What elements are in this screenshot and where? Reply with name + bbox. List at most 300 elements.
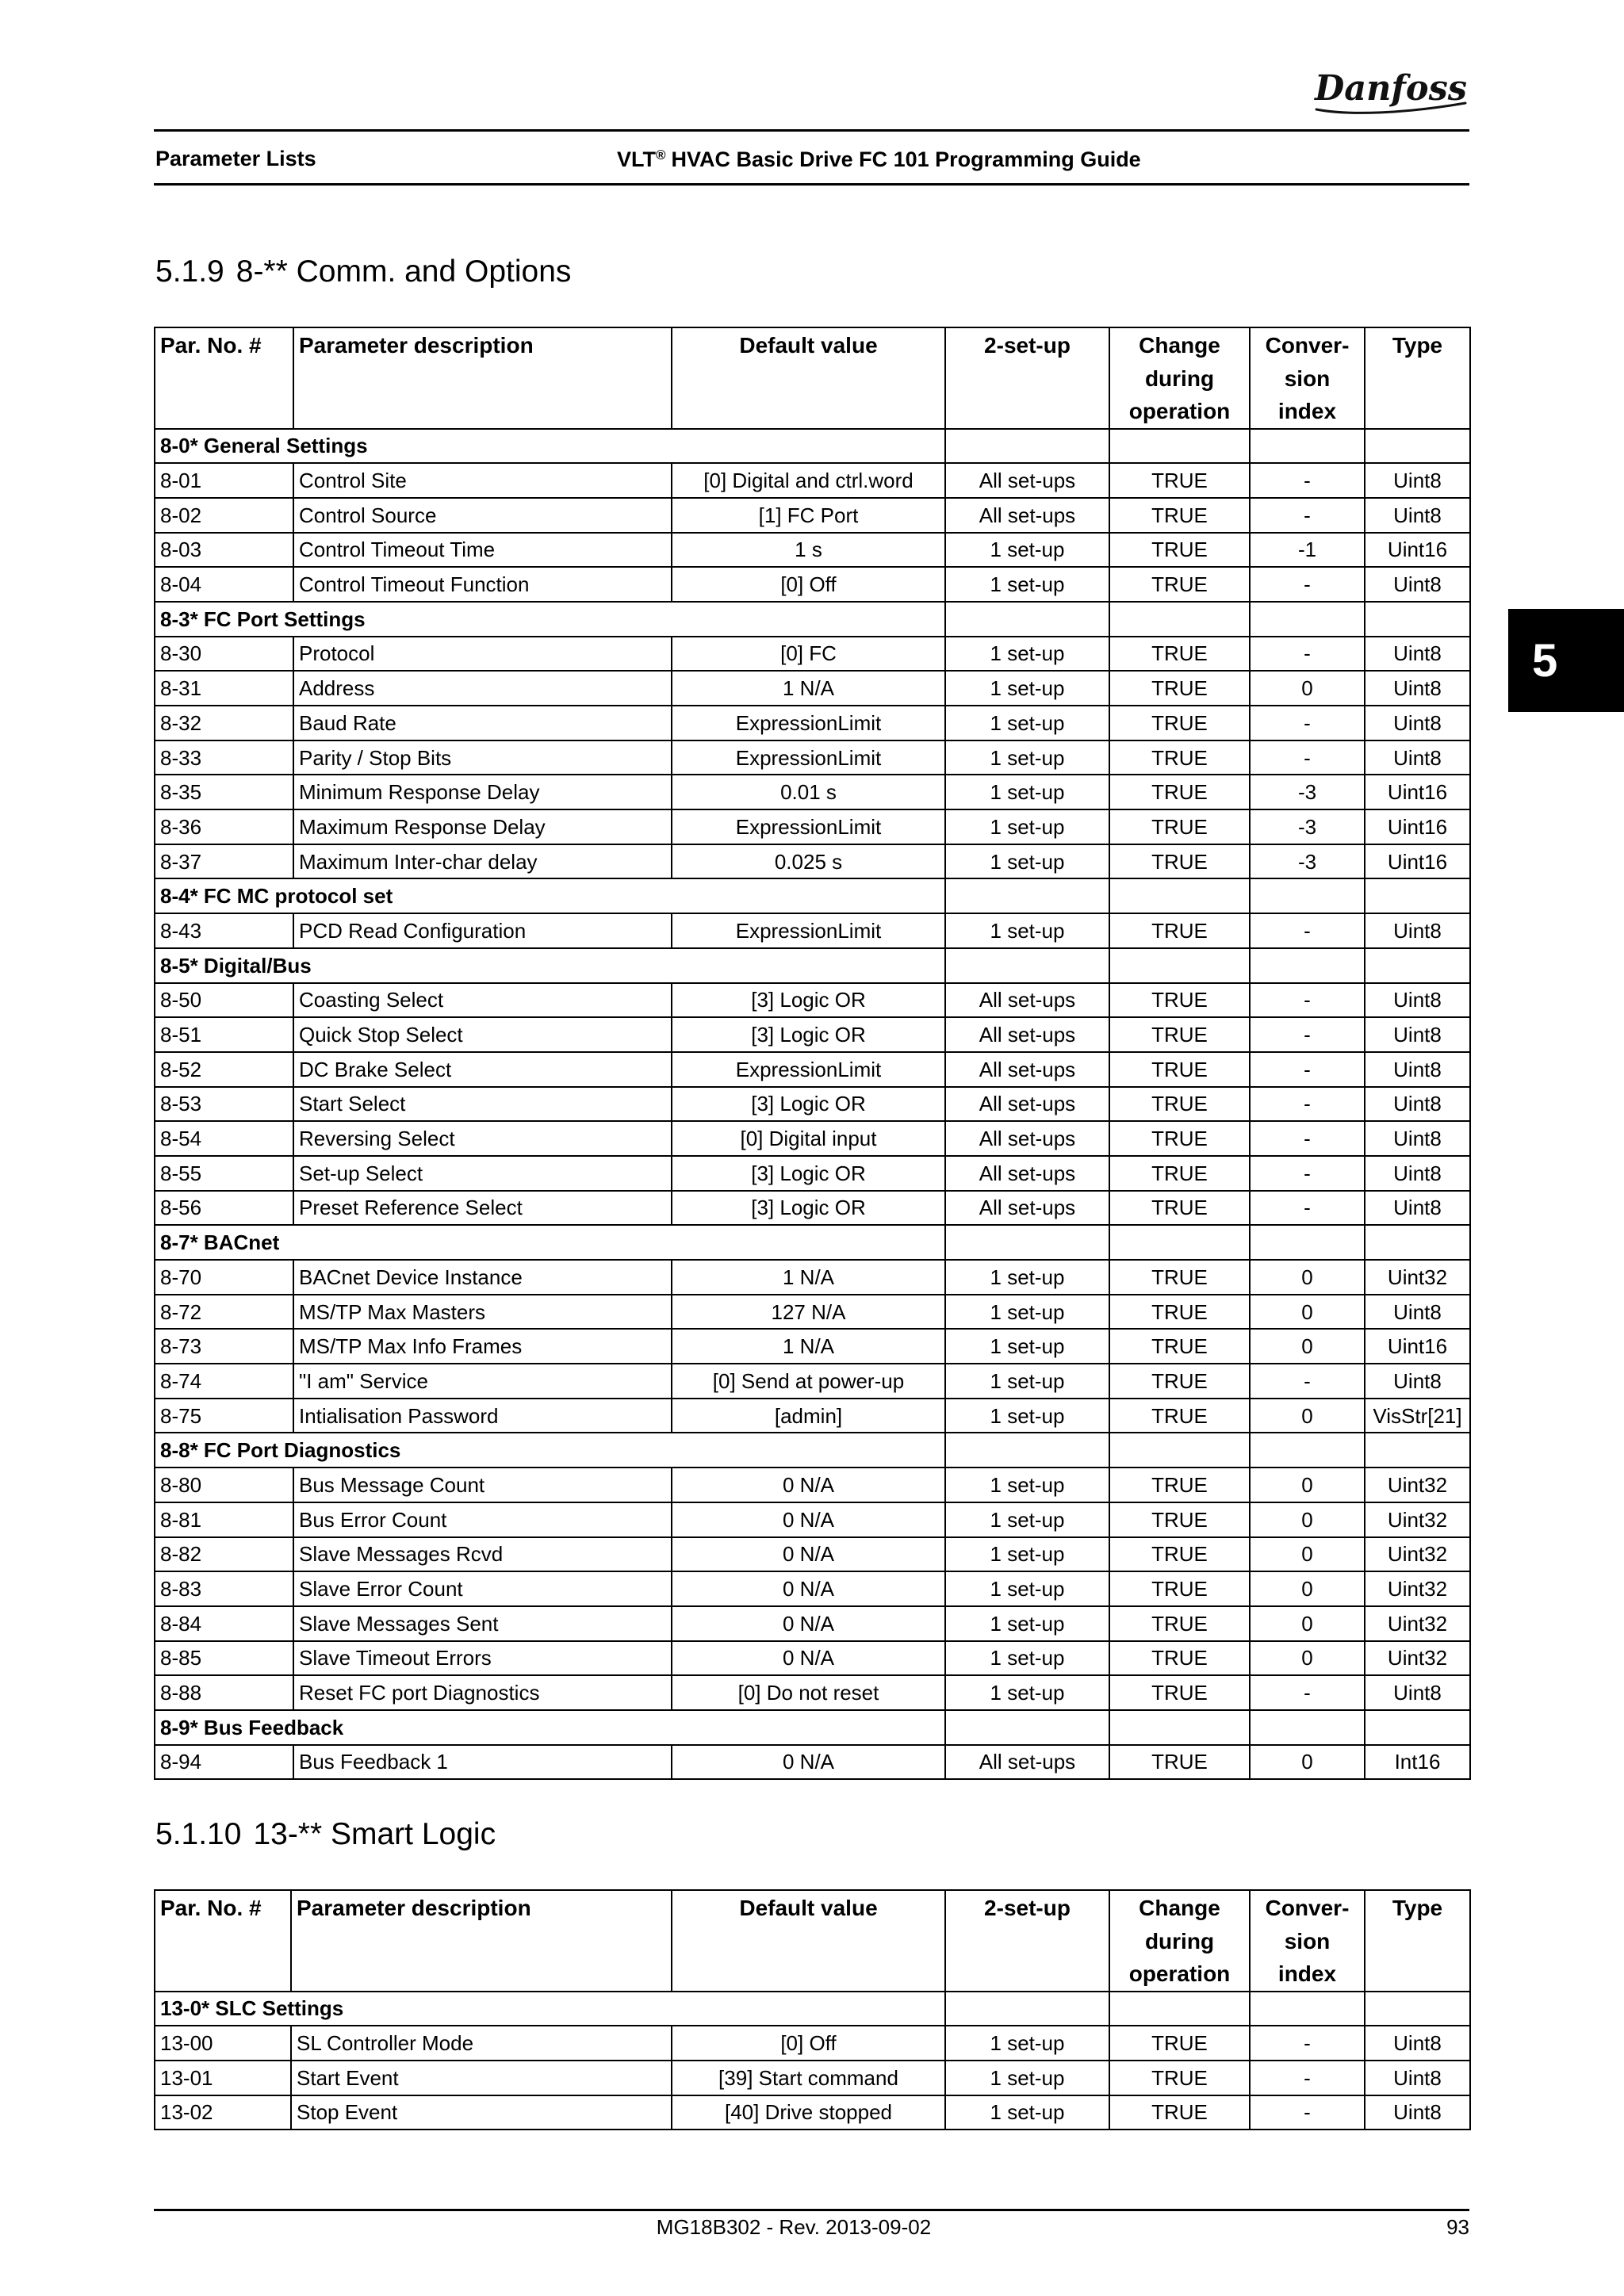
change-during-operation-cell: TRUE (1109, 2061, 1250, 2095)
par-no-cell: 8-75 (155, 1399, 293, 1433)
type-cell: Uint8 (1365, 1675, 1470, 1710)
parameter-group-title: 8-7* BACnet (155, 1225, 945, 1260)
default-value-cell: [3] Logic OR (672, 1156, 945, 1191)
conversion-index-cell: - (1250, 1052, 1365, 1087)
default-value-cell: ExpressionLimit (672, 740, 945, 775)
type-cell: Uint16 (1365, 775, 1470, 809)
empty-cell (945, 948, 1109, 983)
conversion-index-cell: 0 (1250, 1329, 1365, 1364)
change-during-operation-cell: TRUE (1109, 706, 1250, 740)
type-cell: Int16 (1365, 1745, 1470, 1780)
parameter-row (155, 1745, 1470, 1780)
conversion-index-cell: - (1250, 637, 1365, 672)
change-during-operation-cell: TRUE (1109, 1156, 1250, 1191)
type-cell: Uint16 (1365, 1329, 1470, 1364)
conversion-index-cell: - (1250, 463, 1365, 498)
table-header-row (155, 1890, 1470, 1992)
empty-cell (945, 1433, 1109, 1468)
default-value-cell: 1 s (672, 533, 945, 568)
parameter-row (155, 1052, 1470, 1087)
default-value-cell: [0] Digital and ctrl.word (672, 463, 945, 498)
change-during-operation-cell: TRUE (1109, 1606, 1250, 1641)
conversion-index-cell: 0 (1250, 1641, 1365, 1676)
par-no-cell: 8-84 (155, 1606, 293, 1641)
default-value-cell: [3] Logic OR (672, 983, 945, 1018)
parameter-description-cell: Slave Timeout Errors (293, 1641, 672, 1676)
parameter-group-title: 8-9* Bus Feedback (155, 1710, 945, 1745)
empty-cell (1365, 878, 1470, 913)
change-during-operation-cell: TRUE (1109, 1502, 1250, 1537)
parameter-group-title: 8-0* General Settings (155, 429, 945, 464)
par-no-cell: 8-04 (155, 567, 293, 602)
type-cell: Uint8 (1365, 671, 1470, 706)
parameter-description-cell: Bus Error Count (293, 1502, 672, 1537)
type-cell: Uint32 (1365, 1571, 1470, 1606)
par-no-cell: 8-94 (155, 1745, 293, 1780)
parameter-description-cell: Bus Message Count (293, 1468, 672, 1502)
parameter-row (155, 1329, 1470, 1364)
empty-cell (1365, 1433, 1470, 1468)
column-header-set-up: 2-set-up (945, 1890, 1109, 1992)
parameter-description-cell: Control Source (293, 498, 672, 533)
parameter-description-cell: Baud Rate (293, 706, 672, 740)
section-title: 8-** Comm. and Options (236, 254, 572, 289)
parameter-group-title: 8-5* Digital/Bus (155, 948, 945, 983)
parameter-description-cell: Stop Event (291, 2095, 672, 2130)
set-up-cell: 1 set-up (945, 1329, 1109, 1364)
parameter-row (155, 1260, 1470, 1295)
set-up-cell: 1 set-up (945, 1502, 1109, 1537)
empty-cell (1109, 602, 1250, 637)
par-no-cell: 8-50 (155, 983, 293, 1018)
parameter-row (155, 1399, 1470, 1433)
type-cell: Uint8 (1365, 637, 1470, 672)
parameter-row (155, 533, 1470, 568)
header-top-rule (154, 129, 1469, 132)
change-during-operation-cell: TRUE (1109, 1295, 1250, 1330)
change-during-operation-cell: TRUE (1109, 637, 1250, 672)
section-number: 5.1.9 (155, 254, 224, 289)
table-header (155, 327, 1470, 429)
parameter-row (155, 1571, 1470, 1606)
change-during-operation-cell: TRUE (1109, 1675, 1250, 1710)
set-up-cell: 1 set-up (945, 1468, 1109, 1502)
parameter-description-cell: Bus Feedback 1 (293, 1745, 672, 1780)
par-no-cell: 8-53 (155, 1087, 293, 1122)
par-no-cell: 8-70 (155, 1260, 293, 1295)
default-value-cell: [3] Logic OR (672, 1087, 945, 1122)
parameter-description-cell: Set-up Select (293, 1156, 672, 1191)
default-value-cell: [39] Start command (672, 2061, 945, 2095)
parameter-group-row (155, 948, 1470, 983)
parameter-row (155, 809, 1470, 844)
set-up-cell: 1 set-up (945, 1399, 1109, 1433)
conversion-index-cell: -3 (1250, 775, 1365, 809)
par-no-cell: 8-82 (155, 1537, 293, 1572)
parameter-table-comm-options (154, 327, 1471, 1780)
set-up-cell: 1 set-up (945, 809, 1109, 844)
type-cell: Uint8 (1365, 1156, 1470, 1191)
par-no-cell: 8-31 (155, 671, 293, 706)
default-value-cell: ExpressionLimit (672, 1052, 945, 1087)
default-value-cell: 1 N/A (672, 671, 945, 706)
parameter-description-cell: Address (293, 671, 672, 706)
parameter-description-cell: Maximum Inter-char delay (293, 844, 672, 879)
default-value-cell: [0] Off (672, 2026, 945, 2061)
section-heading (155, 1816, 496, 1854)
default-value-cell: 0 N/A (672, 1606, 945, 1641)
change-during-operation-cell: TRUE (1109, 809, 1250, 844)
parameter-description-cell: MS/TP Max Masters (293, 1295, 672, 1330)
danfoss-logo (1310, 63, 1472, 117)
type-cell: Uint32 (1365, 1537, 1470, 1572)
par-no-cell: 8-83 (155, 1571, 293, 1606)
default-value-cell: ExpressionLimit (672, 809, 945, 844)
conversion-index-cell: - (1250, 1087, 1365, 1122)
conversion-index-cell: 0 (1250, 1260, 1365, 1295)
set-up-cell: 1 set-up (945, 567, 1109, 602)
parameter-description-cell: Parity / Stop Bits (293, 740, 672, 775)
parameter-row (155, 498, 1470, 533)
parameter-row (155, 1121, 1470, 1156)
set-up-cell: 1 set-up (945, 1641, 1109, 1676)
empty-cell (1109, 1433, 1250, 1468)
parameter-description-cell: Reversing Select (293, 1121, 672, 1156)
conversion-index-cell: 0 (1250, 1468, 1365, 1502)
set-up-cell: 1 set-up (945, 2095, 1109, 2130)
parameter-row (155, 706, 1470, 740)
type-cell: Uint16 (1365, 809, 1470, 844)
default-value-cell: 0 N/A (672, 1571, 945, 1606)
table-header-row (155, 327, 1470, 429)
par-no-cell: 8-52 (155, 1052, 293, 1087)
parameter-description-cell: Control Site (293, 463, 672, 498)
conversion-index-cell: -3 (1250, 809, 1365, 844)
empty-cell (1250, 602, 1365, 637)
column-header-set-up: 2-set-up (945, 327, 1109, 429)
parameter-row (155, 2061, 1470, 2095)
change-during-operation-cell: TRUE (1109, 498, 1250, 533)
set-up-cell: 1 set-up (945, 1260, 1109, 1295)
column-header-type: Type (1365, 327, 1470, 429)
footer-rule (154, 2209, 1469, 2211)
parameter-description-cell: Start Event (291, 2061, 672, 2095)
page-number: 93 (1446, 2215, 1469, 2239)
default-value-cell: 0 N/A (672, 1502, 945, 1537)
empty-cell (1365, 602, 1470, 637)
conversion-index-cell: - (1250, 2095, 1365, 2130)
set-up-cell: 1 set-up (945, 913, 1109, 948)
column-header-change-during-operation: Change during operation (1109, 327, 1250, 429)
conversion-index-cell: 0 (1250, 1295, 1365, 1330)
change-during-operation-cell: TRUE (1109, 2026, 1250, 2061)
empty-cell (1250, 948, 1365, 983)
set-up-cell: All set-ups (945, 1156, 1109, 1191)
conversion-index-cell: 0 (1250, 1606, 1365, 1641)
parameter-row (155, 1295, 1470, 1330)
set-up-cell: 1 set-up (945, 533, 1109, 568)
change-during-operation-cell: TRUE (1109, 567, 1250, 602)
parameter-description-cell: Preset Reference Select (293, 1191, 672, 1226)
par-no-cell: 8-02 (155, 498, 293, 533)
par-no-cell: 8-32 (155, 706, 293, 740)
default-value-cell: 0.01 s (672, 775, 945, 809)
parameter-group-title: 8-8* FC Port Diagnostics (155, 1433, 945, 1468)
column-header-par-no: Par. No. # (155, 1890, 291, 1992)
parameter-row (155, 1675, 1470, 1710)
column-header-par-no: Par. No. # (155, 327, 293, 429)
type-cell: Uint8 (1365, 2095, 1470, 2130)
default-value-cell: ExpressionLimit (672, 706, 945, 740)
empty-cell (945, 1225, 1109, 1260)
parameter-description-cell: Slave Messages Rcvd (293, 1537, 672, 1572)
par-no-cell: 13-01 (155, 2061, 291, 2095)
conversion-index-cell: - (1250, 1364, 1365, 1399)
par-no-cell: 8-54 (155, 1121, 293, 1156)
par-no-cell: 8-43 (155, 913, 293, 948)
type-cell: Uint8 (1365, 740, 1470, 775)
change-during-operation-cell: TRUE (1109, 1087, 1250, 1122)
set-up-cell: All set-ups (945, 463, 1109, 498)
type-cell: Uint8 (1365, 1052, 1470, 1087)
parameter-group-row (155, 1710, 1470, 1745)
set-up-cell: All set-ups (945, 1745, 1109, 1780)
empty-cell (1109, 1992, 1250, 2026)
set-up-cell: 1 set-up (945, 740, 1109, 775)
type-cell: Uint8 (1365, 2061, 1470, 2095)
registered-mark: ® (656, 147, 666, 163)
set-up-cell: 1 set-up (945, 637, 1109, 672)
empty-cell (945, 602, 1109, 637)
default-value-cell: [0] Digital input (672, 1121, 945, 1156)
type-cell: Uint8 (1365, 706, 1470, 740)
default-value-cell: [0] Off (672, 567, 945, 602)
parameter-row (155, 1087, 1470, 1122)
type-cell: Uint8 (1365, 1087, 1470, 1122)
parameter-description-cell: "I am" Service (293, 1364, 672, 1399)
set-up-cell: 1 set-up (945, 1295, 1109, 1330)
empty-cell (1109, 429, 1250, 464)
par-no-cell: 8-01 (155, 463, 293, 498)
change-during-operation-cell: TRUE (1109, 1571, 1250, 1606)
parameter-description-cell: Protocol (293, 637, 672, 672)
type-cell: Uint8 (1365, 1364, 1470, 1399)
parameter-group-title: 8-4* FC MC protocol set (155, 878, 945, 913)
change-during-operation-cell: TRUE (1109, 844, 1250, 879)
parameter-row (155, 2095, 1470, 2130)
conversion-index-cell: - (1250, 983, 1365, 1018)
parameter-row (155, 1156, 1470, 1191)
conversion-index-cell: - (1250, 567, 1365, 602)
set-up-cell: All set-ups (945, 1191, 1109, 1226)
conversion-index-cell: - (1250, 498, 1365, 533)
default-value-cell: 127 N/A (672, 1295, 945, 1330)
empty-cell (1250, 1433, 1365, 1468)
default-value-cell: 0 N/A (672, 1537, 945, 1572)
change-during-operation-cell: TRUE (1109, 740, 1250, 775)
default-value-cell: ExpressionLimit (672, 913, 945, 948)
default-value-cell: [1] FC Port (672, 498, 945, 533)
change-during-operation-cell: TRUE (1109, 1399, 1250, 1433)
change-during-operation-cell: TRUE (1109, 1364, 1250, 1399)
change-during-operation-cell: TRUE (1109, 913, 1250, 948)
type-cell: Uint8 (1365, 498, 1470, 533)
type-cell: Uint8 (1365, 1121, 1470, 1156)
default-value-cell: 0 N/A (672, 1641, 945, 1676)
par-no-cell: 8-30 (155, 637, 293, 672)
empty-cell (1365, 1710, 1470, 1745)
header-bottom-rule (154, 183, 1469, 186)
parameter-description-cell: DC Brake Select (293, 1052, 672, 1087)
par-no-cell: 8-56 (155, 1191, 293, 1226)
parameter-table-smart-logic (154, 1889, 1471, 2130)
parameter-description-cell: Slave Error Count (293, 1571, 672, 1606)
column-header-default-value: Default value (672, 1890, 945, 1992)
conversion-index-cell: 0 (1250, 1537, 1365, 1572)
default-value-cell: [0] Send at power-up (672, 1364, 945, 1399)
empty-cell (1250, 1992, 1365, 2026)
column-header-description: Parameter description (293, 327, 672, 429)
parameter-row (155, 1537, 1470, 1572)
par-no-cell: 8-81 (155, 1502, 293, 1537)
default-value-cell: 0 N/A (672, 1745, 945, 1780)
par-no-cell: 8-33 (155, 740, 293, 775)
par-no-cell: 8-74 (155, 1364, 293, 1399)
parameter-row (155, 1606, 1470, 1641)
table-body (155, 429, 1470, 1780)
par-no-cell: 8-85 (155, 1641, 293, 1676)
default-value-cell: 1 N/A (672, 1260, 945, 1295)
change-during-operation-cell: TRUE (1109, 775, 1250, 809)
conversion-index-cell: -1 (1250, 533, 1365, 568)
type-cell: Uint32 (1365, 1606, 1470, 1641)
par-no-cell: 8-55 (155, 1156, 293, 1191)
empty-cell (1109, 1225, 1250, 1260)
parameter-row (155, 2026, 1470, 2061)
column-header-default-value: Default value (672, 327, 945, 429)
conversion-index-cell: - (1250, 1675, 1365, 1710)
set-up-cell: 1 set-up (945, 1571, 1109, 1606)
set-up-cell: 1 set-up (945, 1364, 1109, 1399)
set-up-cell: All set-ups (945, 1087, 1109, 1122)
parameter-group-title: 13-0* SLC Settings (155, 1992, 945, 2026)
parameter-row (155, 913, 1470, 948)
logo-wordmark: Danfoss (1313, 68, 1467, 109)
default-value-cell: [admin] (672, 1399, 945, 1433)
parameter-row (155, 1502, 1470, 1537)
empty-cell (1250, 878, 1365, 913)
change-during-operation-cell: TRUE (1109, 1641, 1250, 1676)
parameter-row (155, 740, 1470, 775)
set-up-cell: 1 set-up (945, 706, 1109, 740)
parameter-group-row (155, 602, 1470, 637)
par-no-cell: 8-51 (155, 1017, 293, 1052)
change-during-operation-cell: TRUE (1109, 1745, 1250, 1780)
par-no-cell: 8-88 (155, 1675, 293, 1710)
empty-cell (1365, 948, 1470, 983)
section-heading (155, 253, 571, 291)
footer-document-reference: MG18B302 - Rev. 2013-09-02 (656, 2215, 932, 2239)
section-number: 5.1.10 (155, 1817, 242, 1851)
parameter-row (155, 844, 1470, 879)
change-during-operation-cell: TRUE (1109, 463, 1250, 498)
default-value-cell: 0 N/A (672, 1468, 945, 1502)
parameter-description-cell: Minimum Response Delay (293, 775, 672, 809)
parameter-row (155, 983, 1470, 1018)
par-no-cell: 8-35 (155, 775, 293, 809)
parameter-group-row (155, 1225, 1470, 1260)
empty-cell (1365, 429, 1470, 464)
chapter-tab: 5 (1508, 609, 1624, 712)
change-during-operation-cell: TRUE (1109, 1052, 1250, 1087)
parameter-row (155, 671, 1470, 706)
empty-cell (1250, 1710, 1365, 1745)
conversion-index-cell: 0 (1250, 1399, 1365, 1433)
parameter-description-cell: Control Timeout Function (293, 567, 672, 602)
parameter-row (155, 1364, 1470, 1399)
parameter-description-cell: Quick Stop Select (293, 1017, 672, 1052)
column-header-conversion-index: Conver- sion index (1250, 1890, 1365, 1992)
column-header-conversion-index: Conver- sion index (1250, 327, 1365, 429)
type-cell: Uint8 (1365, 2026, 1470, 2061)
set-up-cell: 1 set-up (945, 844, 1109, 879)
running-header-section: Parameter Lists (155, 147, 316, 170)
empty-cell (1109, 1710, 1250, 1745)
set-up-cell: All set-ups (945, 1121, 1109, 1156)
change-during-operation-cell: TRUE (1109, 1329, 1250, 1364)
parameter-description-cell: Control Timeout Time (293, 533, 672, 568)
parameter-row (155, 637, 1470, 672)
empty-cell (1109, 878, 1250, 913)
conversion-index-cell: - (1250, 1017, 1365, 1052)
parameter-row (155, 1191, 1470, 1226)
set-up-cell: All set-ups (945, 983, 1109, 1018)
change-during-operation-cell: TRUE (1109, 533, 1250, 568)
type-cell: Uint8 (1365, 1295, 1470, 1330)
set-up-cell: 1 set-up (945, 2026, 1109, 2061)
type-cell: Uint32 (1365, 1641, 1470, 1676)
parameter-row (155, 1017, 1470, 1052)
conversion-index-cell: 0 (1250, 1571, 1365, 1606)
parameter-group-row (155, 878, 1470, 913)
type-cell: Uint32 (1365, 1468, 1470, 1502)
type-cell: Uint8 (1365, 463, 1470, 498)
running-header-title (617, 145, 1141, 174)
set-up-cell: 1 set-up (945, 775, 1109, 809)
change-during-operation-cell: TRUE (1109, 2095, 1250, 2130)
type-cell: Uint8 (1365, 913, 1470, 948)
change-during-operation-cell: TRUE (1109, 671, 1250, 706)
empty-cell (1365, 1992, 1470, 2026)
parameter-description-cell: BACnet Device Instance (293, 1260, 672, 1295)
par-no-cell: 13-00 (155, 2026, 291, 2061)
parameter-description-cell: Intialisation Password (293, 1399, 672, 1433)
type-cell: VisStr[21] (1365, 1399, 1470, 1433)
parameter-row (155, 567, 1470, 602)
empty-cell (1250, 1225, 1365, 1260)
parameter-description-cell: Slave Messages Sent (293, 1606, 672, 1641)
change-during-operation-cell: TRUE (1109, 1121, 1250, 1156)
default-value-cell: 1 N/A (672, 1329, 945, 1364)
section-title: 13-** Smart Logic (253, 1817, 496, 1851)
default-value-cell: [40] Drive stopped (672, 2095, 945, 2130)
set-up-cell: All set-ups (945, 1052, 1109, 1087)
type-cell: Uint8 (1365, 567, 1470, 602)
set-up-cell: 1 set-up (945, 1606, 1109, 1641)
parameter-description-cell: SL Controller Mode (291, 2026, 672, 2061)
type-cell: Uint32 (1365, 1260, 1470, 1295)
type-cell: Uint8 (1365, 1191, 1470, 1226)
